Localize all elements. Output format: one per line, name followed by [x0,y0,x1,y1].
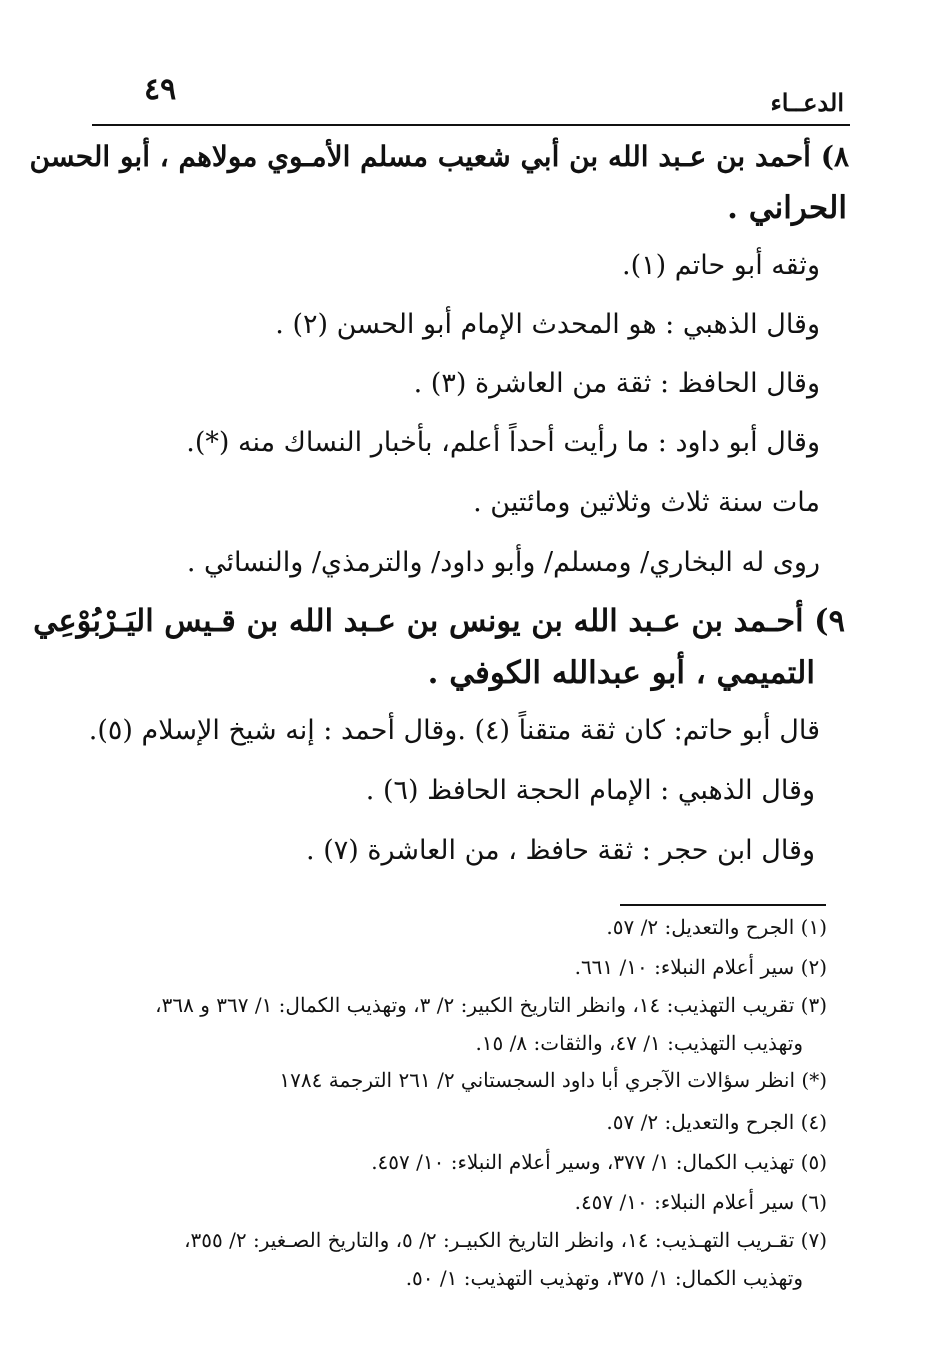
footnote-6: (٦) سير أعلام النبلاء: ١٠/ ٤٥٧. [574,1190,827,1214]
footnote-separator [620,904,826,906]
footnote-1: (١) الجرح والتعديل: ٢/ ٥٧. [606,915,827,939]
footnote-7: (٧) تقـريب التهـذيب: ١٤، وانظر التاريخ الكبيـر: ٢/ ٥، والتاريخ الصـغير: ٢/ ٣٥٥، [184,1228,827,1252]
entry-9-line-3: وقال ابن حجر : ثقة حافظ ، من العاشرة (٧) . [306,835,815,866]
footnote-3: (٣) تقريب التهذيب: ١٤، وانظر التاريخ الكبير: ٢/ ٣، وتهذيب الكمال: ١/ ٣٦٧ و ٣٦٨، [155,993,827,1017]
entry-8-line-4: وقال أبو داود : ما رأيت أحداً أعلم، بأخبار النساك منه (*). [186,427,820,458]
entry-8-line-6: روى له البخاري/ ومسلم/ وأبو داود/ والترمذي/ والنسائي . [186,547,820,578]
footnote-4: (٤) الجرح والتعديل: ٢/ ٥٧. [606,1110,827,1134]
entry-9-title-line-2: التميمي ، أبو عبدالله الكوفي . [427,655,815,691]
page-header [92,62,850,126]
entry-8-line-3: وقال الحافظ : ثقة من العاشرة (٣) . [413,368,820,399]
page-number: ٤٩ [144,72,177,107]
entry-9-line-2: وقال الذهبي : الإمام الحجة الحافظ (٦) . [365,775,815,806]
entry-8-line-5: مات سنة ثلاث وثلاثين ومائتين . [473,487,820,518]
footnote-3-continued: وتهذيب التهذيب: ١/ ٤٧، والثقات: ٨/ ١٥. [475,1031,803,1055]
entry-8-line-1: وثقه أبو حاتم (١). [622,250,820,281]
footnote-star: (*) انظر سؤالات الآجري أبا داود السجستاني ٢/ ٢٦١ الترجمة ١٧٨٤ [279,1068,827,1092]
footnote-5: (٥) تهذيب الكمال: ١/ ٣٧٧، وسير أعلام النبلاء: ١٠/ ٤٥٧. [371,1150,827,1174]
footnote-7-continued: وتهذيب الكمال: ١/ ٣٧٥، وتهذيب التهذيب: ١/ ٥٠. [405,1266,803,1290]
entry-9-title-line-1: ٩) أحـمد بن عـبد الله بن يونس بن عـبد الله بن قـيس اليَـرْبُوْعِي [33,603,845,639]
running-title: الدعــاء [770,88,844,117]
entry-8-line-2: وقال الذهبي : هو المحدث الإمام أبو الحسن (٢) . [275,309,820,340]
entry-8-title-line-2: الحراني . [727,190,847,226]
footnote-2: (٢) سير أعلام النبلاء: ١٠/ ٦٦١. [574,955,827,979]
entry-8-title-line-1: ٨) أحمد بن عـبد الله بن أبي شعيب مسلم الأمـوي مولاهم ، أبو الحسن [29,140,849,173]
entry-9-line-1: قال أبو حاتم: كان ثقة متقناً (٤) .وقال أحمد : إنه شيخ الإسلام (٥). [88,715,820,746]
